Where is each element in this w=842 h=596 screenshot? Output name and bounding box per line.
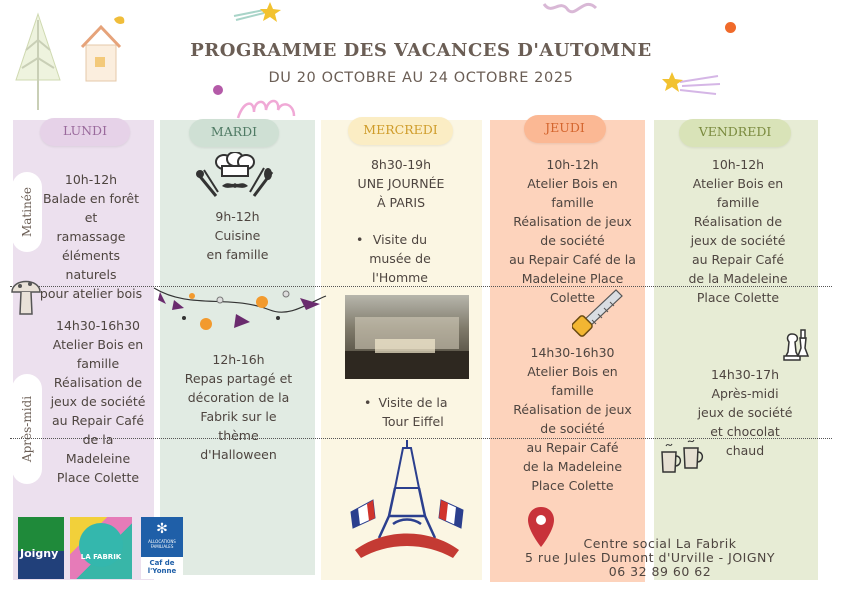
- vendredi-morning-activity: 10h-12h Atelier Bois en famille Réalisation de jeux de société au Repair Café de la Madeleine Place Colette: [688, 157, 788, 305]
- shooting-star-icon: [232, 0, 284, 24]
- musee-photo: [345, 295, 469, 379]
- tree-illustration: [8, 10, 68, 112]
- page-subtitle: DU 20 OCTOBRE AU 24 OCTOBRE 2025: [268, 70, 574, 86]
- caf-logo: ✻ ALLOCATIONS FAMILIALES Caf de l'Yonne: [141, 517, 183, 579]
- mercredi-morning-activity: 8h30-19h UNE JOURNÉE À PARIS: [357, 157, 445, 210]
- morning-label: Matinée: [12, 172, 42, 252]
- mushroom-icon: [8, 272, 44, 318]
- lundi-morning-activity: 10h-12h Balade en forêt et ramassage éléments naturels pour atelier bois: [39, 172, 143, 301]
- orange-dot: [725, 22, 736, 33]
- page-title: PROGRAMME DES VACANCES D'AUTOMNE: [190, 40, 652, 61]
- day-label-mardi: MARDI: [189, 119, 279, 147]
- day-label-vendredi: VENDREDI: [679, 119, 791, 147]
- mardi-afternoon-activity: 12h-16h Repas partagé et décoration de la Fabrik sur le thème d'Halloween: [184, 352, 293, 462]
- joigny-logo: Joigny: [18, 517, 64, 579]
- eiffel-tower-icon: [345, 438, 470, 560]
- halloween-garland-icon: [150, 284, 328, 338]
- contact-address: 5 rue Jules Dumont d'Urville - JOIGNY: [524, 550, 776, 565]
- chef-kitchen-icon: [194, 152, 276, 200]
- afternoon-label: Après-midi: [12, 374, 42, 484]
- lundi-afternoon-activity: 14h30-16h30 Atelier Bois en famille Réalisation de jeux de société au Repair Café de la Madeleine Place Colette: [50, 318, 146, 485]
- day-label-lundi: LUNDI: [40, 118, 130, 146]
- purple-dot: [213, 85, 223, 95]
- contact-phone: 06 32 89 60 62: [608, 564, 712, 579]
- mercredi-bullet-tour-eiffel: • Visite de la Tour Eiffel: [368, 393, 458, 431]
- la-fabrik-logo: LA FABRIK: [70, 517, 132, 579]
- vendredi-afternoon-activity: 14h30-17h Après-midi jeux de société et chocolat chaud: [697, 367, 793, 458]
- contact-name: Centre social La Fabrik: [583, 536, 737, 551]
- flower-doodle-icon: [540, 0, 600, 16]
- day-label-jeudi: JEUDI: [524, 115, 606, 143]
- hot-chocolate-mugs-icon: [658, 440, 706, 476]
- day-label-mercredi: MERCREDI: [348, 117, 453, 145]
- jeudi-morning-activity: 10h-12h Atelier Bois en famille Réalisation de jeux de société au Repair Café de la Madeleine Place Colette: [509, 157, 636, 305]
- mercredi-bullet-musee: • Visite du musée de l'Homme: [360, 230, 440, 287]
- mardi-morning-activity: 9h-12h Cuisine en famille: [206, 209, 269, 262]
- contact-block: [520, 537, 800, 579]
- saw-icon: [572, 286, 624, 338]
- chess-pieces-icon: [780, 326, 810, 362]
- jeudi-afternoon-activity: 14h30-16h30 Atelier Bois en famille Réalisation de jeux de société au Repair Café de la Madeleine Place Colette: [513, 345, 632, 493]
